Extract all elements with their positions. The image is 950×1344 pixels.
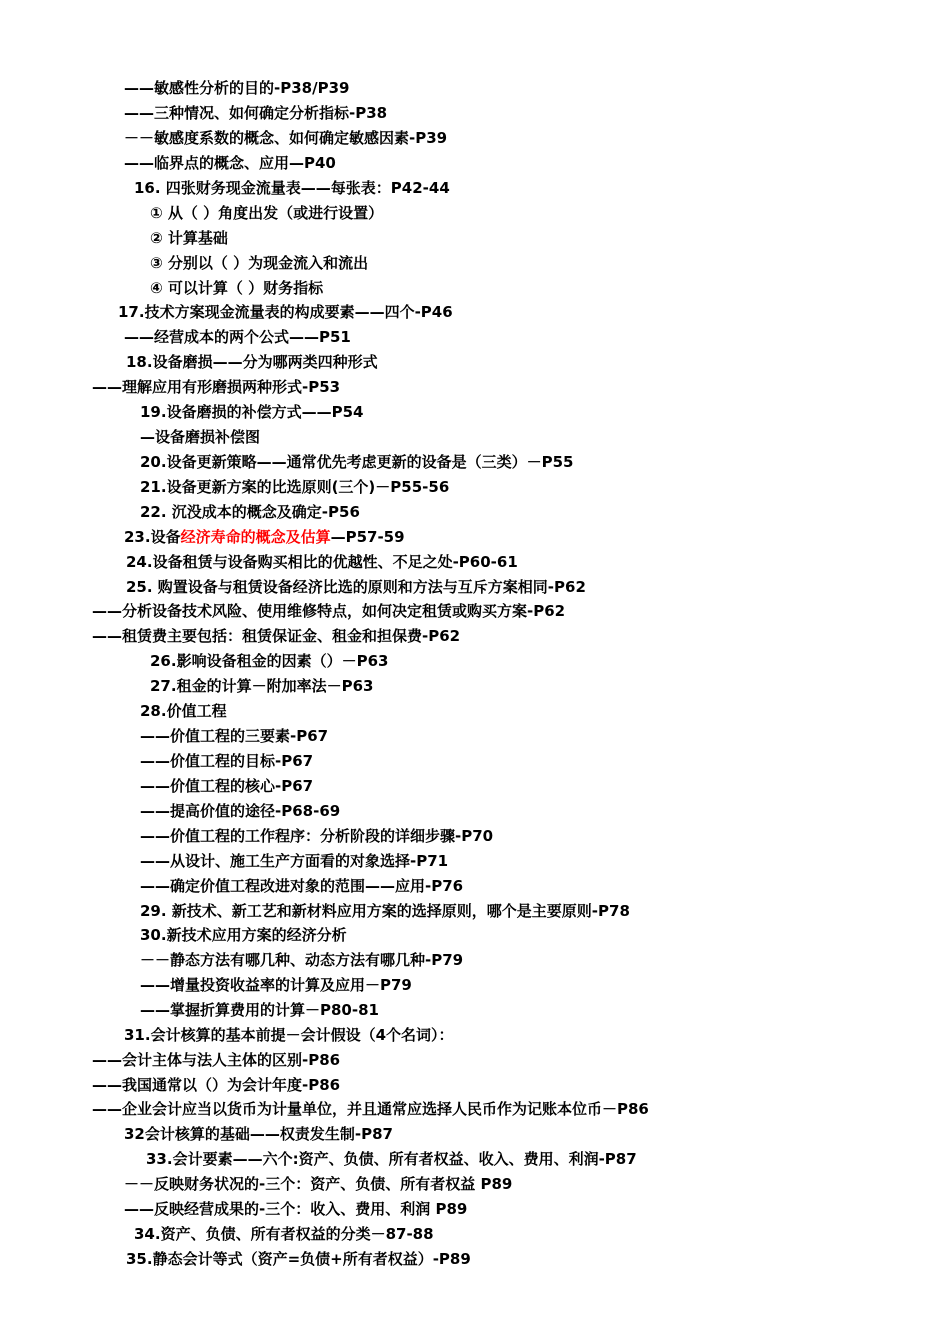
text-line: ——租赁费主要包括：租赁保证金、租金和担保费-P62 [92, 627, 461, 645]
text-line: 32会计核算的基础——权责发生制-P87 [124, 1125, 393, 1143]
text-line: ——价值工程的三要素-P67 [140, 727, 329, 745]
text-line: 29. 新技术、新工艺和新材料应用方案的选择原则，哪个是主要原则-P78 [140, 902, 630, 920]
text-line: －－反映财务状况的-三个：资产、负债、所有者权益 P89 [124, 1175, 513, 1193]
text-line: 25. 购置设备与租赁设备经济比选的原则和方法与互斥方案相同-P62 [126, 578, 586, 596]
text-line: 16. 四张财务现金流量表——每张表：P42-44 [134, 179, 450, 197]
text-line: 26.影响设备租金的因素（）－P63 [150, 652, 389, 670]
text-line: －－静态方法有哪几种、动态方法有哪几种-P79 [140, 951, 464, 969]
text-line: 27.租金的计算－附加率法－P63 [150, 677, 374, 695]
text-line: ——分析设备技术风险、使用维修特点，如何决定租赁或购买方案-P62 [92, 602, 566, 620]
highlighted-line: 23.设备经济寿命的概念及估算—P57-59 [124, 528, 405, 546]
text-line: 17.技术方案现金流量表的构成要素——四个-P46 [118, 303, 453, 321]
text-line: 35.静态会计等式（资产=负债+所有者权益）-P89 [126, 1250, 471, 1268]
text-line: ——价值工程的核心-P67 [140, 777, 314, 795]
list-item: ② 计算基础 [150, 229, 228, 247]
text-line: 28.价值工程 [140, 702, 227, 720]
list-item: ④ 可以计算（ ）财务指标 [150, 279, 324, 297]
text-line: ——价值工程的工作程序：分析阶段的详细步骤-P70 [140, 827, 494, 845]
text-line: ——价值工程的目标-P67 [140, 752, 314, 770]
text-line: 18.设备磨损——分为哪两类四种形式 [126, 353, 378, 371]
text-line: 30.新技术应用方案的经济分析 [140, 926, 347, 944]
text-line: ——会计主体与法人主体的区别-P86 [92, 1051, 341, 1069]
text-line: －－敏感度系数的概念、如何确定敏感因素-P39 [124, 129, 448, 147]
text-line: ——理解应用有形磨损两种形式-P53 [92, 378, 341, 396]
text-line: ——增量投资收益率的计算及应用－P79 [140, 976, 412, 994]
text-line: ——掌握折算费用的计算－P80-81 [140, 1001, 379, 1019]
text-line: ——确定价值工程改进对象的范围——应用-P76 [140, 877, 464, 895]
text-line: ——敏感性分析的目的-P38/P39 [124, 79, 350, 97]
text-line: —设备磨损补偿图 [140, 428, 261, 446]
text-line: ——从设计、施工生产方面看的对象选择-P71 [140, 852, 449, 870]
text-line: 22. 沉没成本的概念及确定-P56 [140, 503, 360, 521]
text-line: 31.会计核算的基本前提－会计假设（4个名词）： [124, 1026, 454, 1044]
text-line: ——经营成本的两个公式——P51 [124, 328, 351, 346]
text-line: ——临界点的概念、应用—P40 [124, 154, 336, 172]
text-line: ——我国通常以（）为会计年度-P86 [92, 1076, 341, 1094]
text-line: 21.设备更新方案的比选原则(三个)－P55-56 [140, 478, 450, 496]
list-item: ① 从（ ）角度出发（或进行设置） [150, 204, 384, 222]
text-line: ——企业会计应当以货币为计量单位，并且通常应选择人民币作为记账本位币－P86 [92, 1100, 649, 1118]
text-line: 24.设备租赁与设备购买相比的优越性、不足之处-P60-61 [126, 553, 518, 571]
text-line: 19.设备磨损的补偿方式——P54 [140, 403, 364, 421]
highlighted-text: 经济寿命的概念及估算 [180, 528, 331, 546]
text-line: ——提高价值的途径-P68-69 [140, 802, 341, 820]
text-line: 33.会计要素——六个:资产、负债、所有者权益、收入、费用、利润-P87 [146, 1150, 637, 1168]
text-line: ——三种情况、如何确定分析指标-P38 [124, 104, 388, 122]
list-item: ③ 分别以（ ）为现金流入和流出 [150, 254, 369, 272]
text-line: 20.设备更新策略——通常优先考虑更新的设备是（三类）－P55 [140, 453, 574, 471]
text-line: ——反映经营成果的-三个：收入、费用、利润 P89 [124, 1200, 468, 1218]
text-line: 34.资产、负债、所有者权益的分类－87-88 [134, 1225, 434, 1243]
